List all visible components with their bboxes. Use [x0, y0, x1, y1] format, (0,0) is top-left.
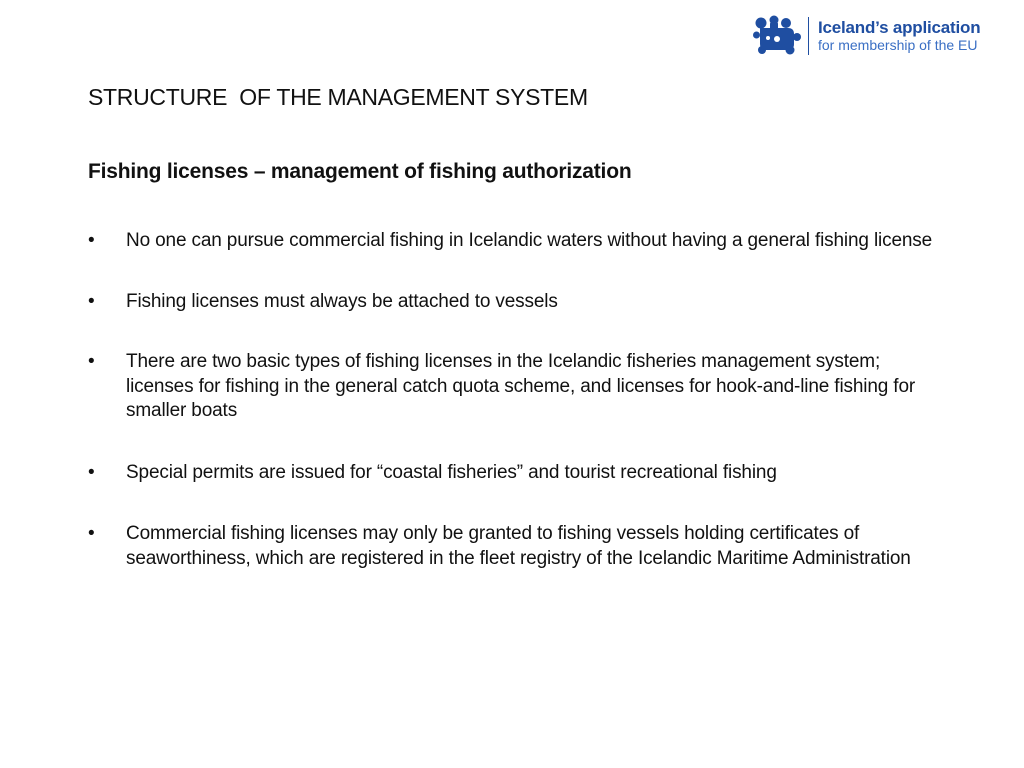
bullet-glyph: •: [88, 351, 95, 372]
logo-divider: [808, 17, 809, 55]
bullet-text: No one can pursue commercial fishing in Icelandic waters without having a general fishing license: [126, 230, 933, 251]
logo-subtitle: for membership of the EU: [818, 36, 978, 53]
slide-subtitle: Fishing licenses – management of fishing authorization: [88, 160, 632, 183]
bullet-text: There are two basic types of fishing licenses in the Icelandic fisheries management system; licenses for fishing in the general catch quota scheme, and licenses for hook-and-line fishing for smaller boats: [126, 351, 916, 421]
bullet-text: Fishing licenses must always be attached to vessels: [126, 290, 558, 312]
puzzle-people-logo-icon: [752, 14, 802, 58]
logo-text: [818, 19, 980, 53]
bullet-glyph: •: [88, 461, 95, 483]
bullet-item: [88, 350, 948, 424]
bullet-item: [88, 229, 948, 254]
bullet-item: [88, 290, 948, 315]
bullet-item: [88, 522, 948, 571]
bullet-item: [88, 461, 948, 486]
slide-title: STRUCTURE OF THE MANAGEMENT SYSTEM: [88, 84, 588, 110]
bullet-text: Special permits are issued for “coastal fisheries” and tourist recreational fishing: [126, 461, 777, 483]
bullet-glyph: •: [88, 230, 95, 251]
bullet-glyph: •: [88, 290, 95, 312]
bullet-glyph: •: [88, 523, 95, 544]
logo-title: Iceland’s application: [818, 17, 981, 37]
eu-application-logo: [752, 14, 1008, 58]
bullet-list: [88, 229, 948, 571]
bullet-text: Commercial fishing licenses may only be granted to fishing vessels holding certificates of seaworthiness, which are registered in the fleet registry of the Icelandic Maritime Administration: [126, 523, 911, 569]
